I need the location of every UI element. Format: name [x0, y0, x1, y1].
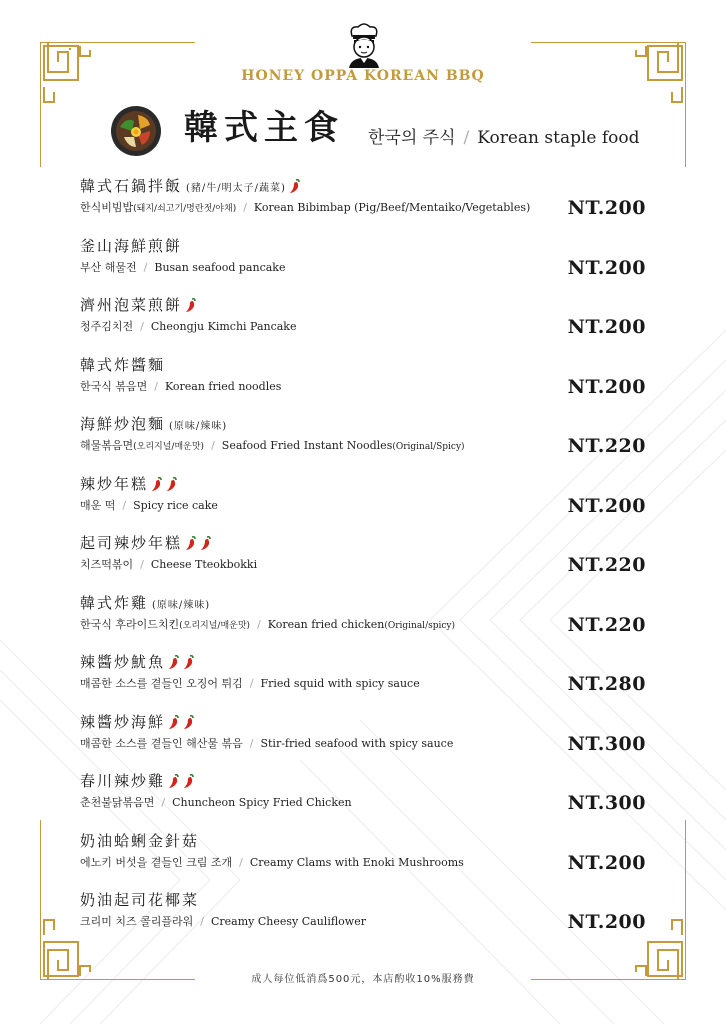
dish-name-chinese: 奶油起司花椰菜 [80, 891, 200, 909]
section-title-chinese: 韓式主食 [184, 108, 344, 148]
separator: / [140, 320, 144, 333]
dish-option-korean: (돼지/쇠고기/명란젓/야채) [133, 204, 237, 214]
dish-option: (豬/牛/明太子/蔬菜) [186, 183, 286, 194]
section-header [110, 100, 670, 160]
dish-option-korean: (오리지널/매운맛) [133, 442, 205, 452]
chili-pepper-icon [167, 654, 180, 670]
dish-name-korean: 매운 떡 [80, 498, 116, 512]
dish-option: (原味/辣味) [169, 421, 228, 432]
dish-name-chinese: 春川辣炒雞 [80, 772, 166, 790]
chili-pepper-icon [167, 773, 180, 789]
dish-name-chinese: 辣炒年糕 [80, 474, 149, 493]
dish-price: NT.300 [567, 732, 646, 755]
dish-name-chinese: 釜山海鮮煎餅 [80, 236, 183, 255]
dish-name-korean: 부산 해물전 [80, 260, 137, 274]
menu-item-name [80, 413, 650, 435]
chili-pepper-icon [184, 535, 197, 551]
menu-item-name [80, 294, 650, 316]
dish-price: NT.200 [567, 851, 646, 874]
dish-name-english: Chuncheon Spicy Fried Chicken [172, 796, 352, 809]
dish-name-korean: 청주김치전 [80, 320, 134, 333]
separator: / [249, 736, 254, 750]
menu-item-subtitle [80, 319, 650, 335]
dish-option-korean: (오리지널/매운맛) [179, 620, 251, 631]
menu-item-name [80, 889, 650, 911]
separator: / [239, 855, 243, 869]
menu-item-subtitle [80, 498, 650, 514]
separator: / [154, 379, 158, 393]
dish-name-english: Creamy Cheesy Cauliflower [210, 915, 366, 928]
dish-price: NT.280 [567, 673, 646, 695]
menu-item [80, 473, 650, 533]
dish-option: (原味/辣味) [152, 599, 211, 611]
dish-name-english: Korean fried chicken [267, 617, 385, 631]
menu-item-name [80, 592, 650, 614]
menu-item [80, 889, 650, 949]
dish-name-english: Stir-fried seafood with spicy sauce [260, 736, 454, 750]
menu-item-name [80, 354, 650, 376]
separator: / [257, 617, 261, 631]
menu-item [80, 413, 650, 473]
dish-name-korean: 매콤한 소스를 곁들인 해산물 볶음 [80, 736, 243, 750]
dish-name-chinese: 韓式炸醬麵 [80, 355, 166, 374]
dish-name-chinese: 濟州泡菜煎餅 [80, 296, 183, 314]
dish-option-english: (Original/spicy) [384, 620, 455, 631]
dish-price: NT.200 [567, 911, 646, 933]
menu-item-name [80, 770, 650, 792]
separator: / [463, 128, 470, 148]
dish-name-english: Busan seafood pancake [154, 260, 286, 274]
separator: / [143, 260, 148, 274]
separator: / [211, 439, 215, 452]
menu-item [80, 294, 650, 354]
dish-name-korean: 에노키 버섯을 곁들인 크림 조개 [80, 855, 233, 869]
dish-name-korean: 해물볶음면 [80, 439, 134, 452]
dish-name-chinese: 辣醬炒魷魚 [80, 653, 166, 671]
section-subtitle [368, 123, 640, 148]
dish-name-chinese: 韓式炸雞 [80, 593, 149, 612]
dish-price: NT.200 [567, 316, 646, 338]
menu-item-subtitle [80, 914, 650, 930]
menu-item-subtitle [80, 557, 650, 573]
menu-item [80, 592, 650, 652]
dish-price: NT.220 [567, 613, 646, 636]
separator: / [122, 498, 127, 512]
chili-pepper-icon [150, 476, 163, 492]
dish-name-chinese: 辣醬炒海鮮 [80, 712, 166, 731]
dish-name-english: Korean Bibimbap (Pig/Beef/Mentaiko/Vegetables) [253, 201, 531, 214]
chili-pepper-icon [182, 714, 195, 730]
dish-name-english: Cheese Tteokbokki [150, 558, 258, 571]
dish-name-chinese: 韓式石鍋拌飯 [80, 177, 183, 195]
section-title-korean: 한국의 주식 [368, 128, 456, 148]
dish-name-english: Cheongju Kimchi Pancake [150, 320, 297, 333]
dish-name-chinese: 海鮮炒泡麵 [80, 415, 166, 433]
separator: / [140, 558, 144, 571]
dish-name-english: Seafood Fried Instant Noodles [221, 439, 393, 452]
dish-name-korean: 매콤한 소스를 곁들인 오징어 튀김 [80, 677, 243, 690]
chili-pepper-icon [167, 714, 180, 730]
menu-list [80, 175, 650, 949]
dish-name-korean: 크리미 치즈 콜리플라워 [80, 915, 194, 928]
menu-item-name [80, 830, 650, 852]
dish-price: NT.200 [567, 256, 646, 279]
menu-item [80, 770, 650, 830]
restaurant-name: HONEY OPPA KOREAN BBQ [241, 68, 485, 84]
dish-price: NT.200 [567, 197, 646, 219]
footer-note: 成人每位低消爲500元，本店酌收10%服務費 [251, 974, 475, 985]
menu-item-subtitle [80, 676, 650, 692]
menu-item [80, 532, 650, 592]
menu-item-name [80, 532, 650, 554]
dish-name-chinese: 起司辣炒年糕 [80, 534, 183, 552]
separator: / [200, 915, 204, 928]
dish-name-english: Korean fried noodles [164, 379, 282, 393]
dish-name-english: Creamy Clams with Enoki Mushrooms [249, 855, 464, 869]
menu-item-name [80, 711, 650, 733]
chili-pepper-icon [182, 773, 195, 789]
dish-price: NT.220 [567, 435, 646, 457]
dish-name-english: Fried squid with spicy sauce [260, 677, 420, 690]
menu-item-subtitle [80, 795, 650, 811]
dish-price: NT.200 [567, 494, 646, 517]
menu-item-subtitle [80, 260, 650, 276]
menu-item-subtitle [80, 736, 650, 752]
menu-item-name [80, 473, 650, 495]
section-title-english: Korean staple food [477, 128, 640, 148]
menu-item [80, 235, 650, 295]
menu-item-subtitle [80, 438, 650, 455]
separator: / [249, 677, 254, 690]
chili-pepper-icon [165, 476, 178, 492]
menu-item-subtitle [80, 617, 650, 634]
menu-item [80, 175, 650, 235]
dish-name-english: Spicy rice cake [133, 498, 218, 512]
dish-name-korean: 한국식 볶음면 [80, 379, 148, 393]
dish-option-english: (Original/Spicy) [392, 442, 465, 452]
menu-item-name [80, 651, 650, 673]
chili-pepper-icon [199, 535, 212, 551]
dish-price: NT.200 [567, 375, 646, 398]
chili-pepper-icon [184, 297, 197, 313]
menu-item-name [80, 175, 650, 197]
dish-price: NT.220 [567, 554, 646, 576]
menu-item [80, 711, 650, 771]
chili-pepper-icon [288, 178, 301, 194]
menu-item-subtitle [80, 379, 650, 395]
dish-price: NT.300 [567, 792, 646, 814]
chef-logo-icon [343, 22, 385, 68]
menu-item-name [80, 235, 650, 257]
dish-name-korean: 한국식 후라이드치킨 [80, 617, 180, 631]
menu-item [80, 830, 650, 890]
menu-item [80, 651, 650, 711]
dish-name-korean: 한식비빔밥 [80, 201, 134, 214]
chili-pepper-icon [182, 654, 195, 670]
menu-item [80, 354, 650, 414]
separator: / [243, 201, 247, 214]
separator: / [161, 796, 166, 809]
dish-name-korean: 춘천불닭볶음면 [80, 796, 155, 809]
dish-name-korean: 치즈떡볶이 [80, 558, 134, 571]
menu-item-subtitle [80, 855, 650, 871]
menu-item-subtitle [80, 200, 650, 217]
dish-name-chinese: 奶油蛤蜊金針菇 [80, 831, 200, 850]
bibimbap-bowl-icon [110, 105, 162, 157]
